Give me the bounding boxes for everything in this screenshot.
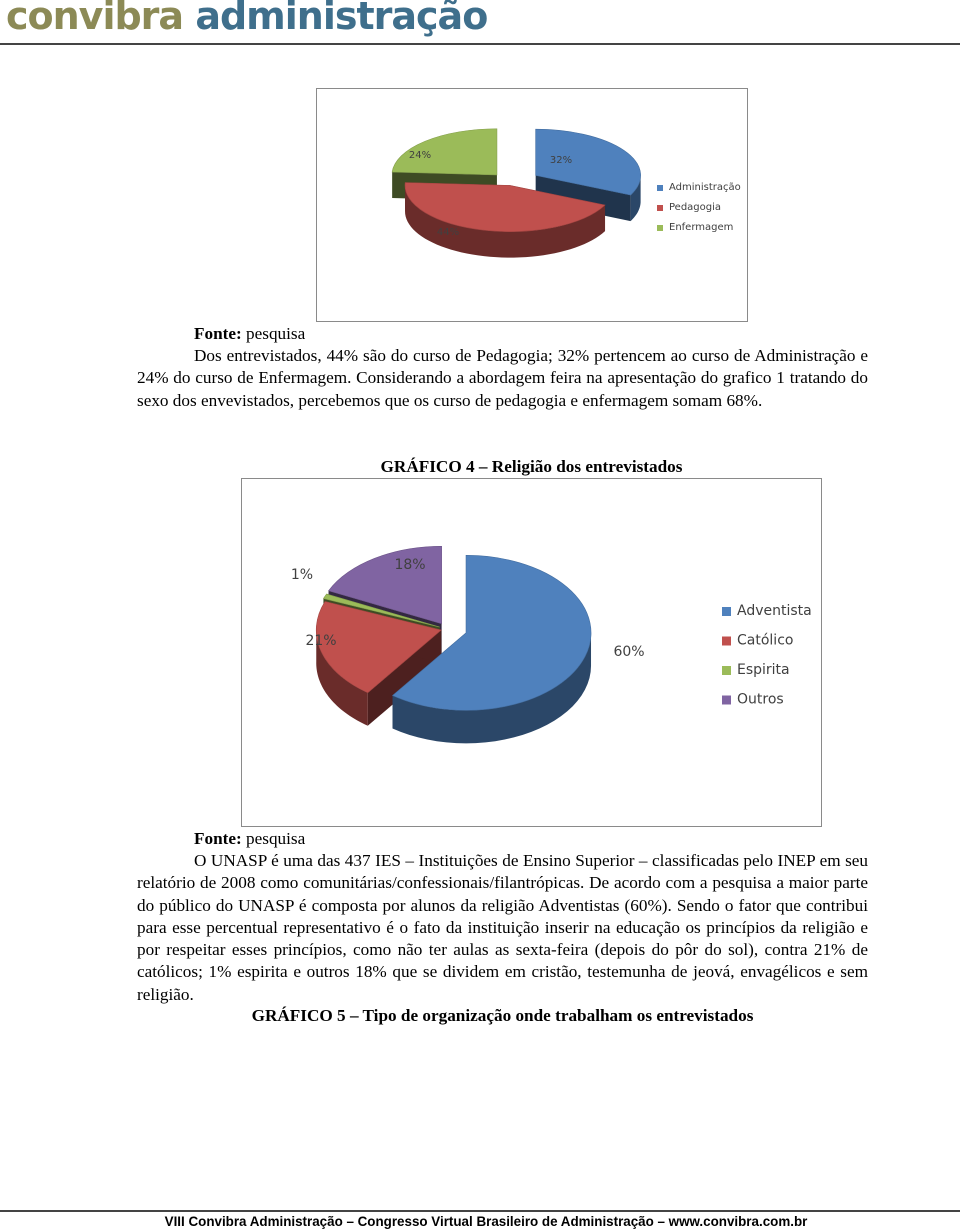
legend-label: Outros [737, 691, 784, 708]
legend-item-enfermagem [657, 222, 733, 233]
legend-swatch [722, 666, 731, 675]
paragraph-religion-text: O UNASP é uma das 437 IES – Instituições de Ensino Superior – classificadas pelo INEP em seu relatório de 2008 como comunitárias/confessionais/filantrópicas. De acordo com a pesquisa a maior parte do público do UNASP é composta por alunos da religião Adventistas (60%). Sendo o fator que contribui para esse percentual representativo é o fato da instituição inserir na educação os princípios da religião e por respeitar esses princípios, como não ter aulas as sexta-feira (depois do pôr do sol), contra 21% de católicos; 1% espirita e outros 18% que se dividem em cristão, testemunha de jeová, envagélicos e sem religião. [137, 851, 868, 1004]
legend-swatch [657, 185, 663, 191]
source-text: pesquisa [246, 829, 306, 848]
paragraph-courses [137, 345, 868, 412]
legend-item-outros [722, 692, 784, 708]
data-label-espirita: 1% [290, 567, 314, 583]
legend-label: Enfermagem [669, 222, 734, 233]
convibra-logo [6, 0, 487, 38]
paragraph-religion [137, 850, 868, 1006]
legend-item-pedagogia [657, 202, 721, 213]
paragraph-courses-text: Dos entrevistados, 44% são do curso de Pedagogia; 32% pertencem ao curso de Administração e 24% do curso de Enfermagem. Considerando a abordagem feira na apresentação do grafico 1 tratando do sexo dos envevistados, percebemos que os curso de pedagogia e enfermagem somam 68%. [137, 346, 868, 410]
data-label-enfermagem: 24% [408, 150, 432, 161]
legend-label: Pedagogia [669, 202, 722, 213]
data-label-adventista: 60% [613, 644, 645, 660]
legend-label: Administração [669, 182, 741, 193]
legend-item-administracao [657, 182, 741, 193]
legend-swatch [657, 205, 663, 211]
data-label-pedagogia: 44% [436, 227, 460, 238]
source-label: Fonte: [194, 829, 242, 848]
source-label: Fonte: [194, 324, 242, 343]
chart2-title: GRÁFICO 4 – Religião dos entrevistados [380, 457, 683, 476]
legend [657, 182, 741, 233]
header-divider [0, 43, 960, 45]
data-label-catolico: 21% [305, 633, 337, 649]
legend-swatch [722, 607, 731, 616]
page-footer: VIII Convibra Administração – Congresso Virtual Brasileiro de Administração – www.convibra.com.br [164, 1214, 808, 1229]
course-pie-chart [316, 88, 748, 322]
legend [722, 603, 812, 708]
chart2-source [194, 828, 305, 850]
course-pie-svg [317, 89, 749, 323]
religion-pie-svg [242, 479, 823, 828]
legend-label: Adventista [737, 603, 812, 619]
logo-word-administracao: administração [195, 0, 488, 38]
chart1-source [194, 323, 305, 345]
data-label-administracao: 32% [549, 155, 573, 166]
legend-swatch [657, 225, 663, 231]
legend-item-catolico [722, 633, 793, 649]
legend-item-adventista [722, 603, 812, 619]
religion-pie-chart [241, 478, 822, 827]
logo-word-convibra: convibra [6, 0, 184, 38]
legend-item-espirita [722, 662, 790, 678]
legend-swatch [722, 696, 731, 705]
footer-divider [0, 1210, 960, 1212]
legend-label: Católico [737, 632, 794, 649]
data-label-outros: 18% [394, 557, 426, 573]
slice-top [392, 129, 497, 175]
page-header [0, 0, 960, 46]
legend-swatch [722, 637, 731, 646]
legend-label: Espirita [737, 662, 790, 678]
chart3-title: GRÁFICO 5 – Tipo de organização onde trabalham os entrevistados [251, 1006, 754, 1025]
source-text: pesquisa [246, 324, 306, 343]
